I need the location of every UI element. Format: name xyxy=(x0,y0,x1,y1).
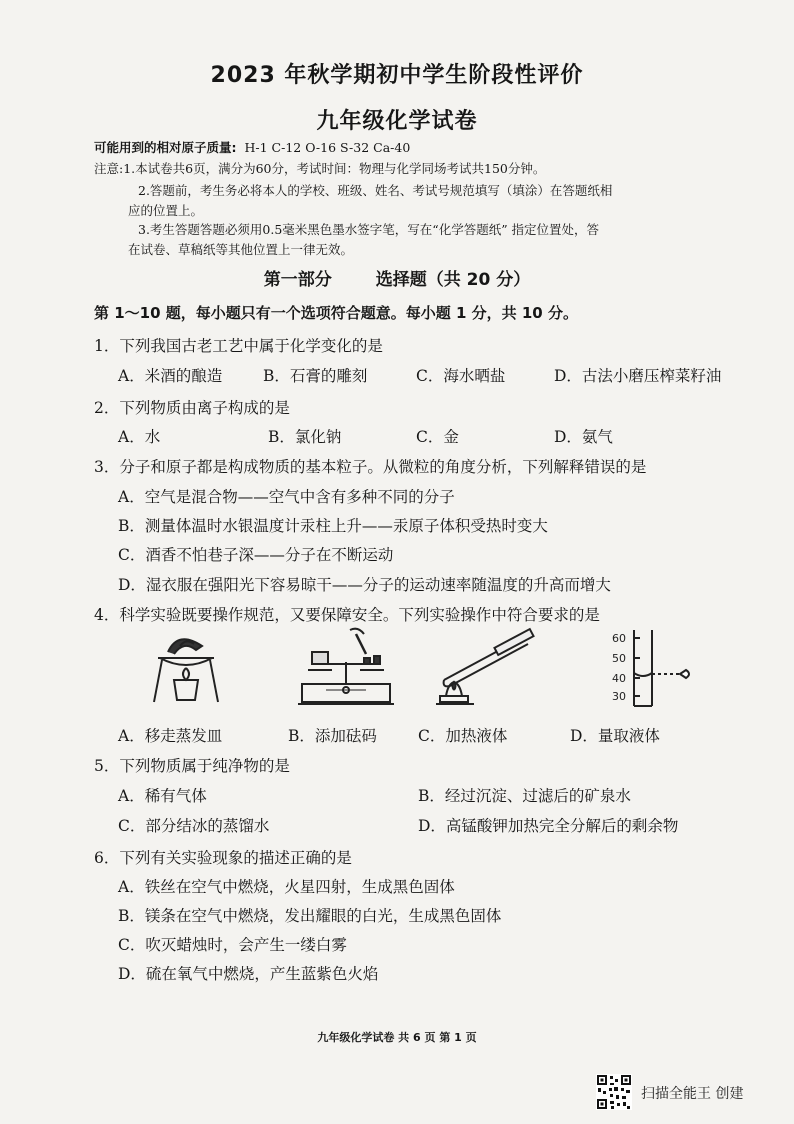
cylinder-tick-40: 40 xyxy=(612,672,626,685)
q1-option-d: D．古法小磨压榨菜籽油 xyxy=(554,367,722,385)
note-1: 1.本试卷共6页，满分为60分，考试时间：物理与化学同场考试共150分钟。 xyxy=(123,161,546,176)
cylinder-tick-50: 50 xyxy=(612,652,626,665)
q6-option-d: D．硫在氧气中燃烧，产生蓝紫色火焰 xyxy=(118,965,379,983)
figure-measure-liquid xyxy=(600,628,692,708)
q1-option-b: B．石膏的雕刻 xyxy=(263,367,368,385)
note-3a: 3.考生答题答题必须用0.5毫米黑色墨水签字笔，写在“化学答题纸” 指定位置处，答 xyxy=(138,222,600,237)
q3-option-d: D．湿衣服在强阳光下容易晾干——分子的运动速率随温度的升高而增大 xyxy=(118,576,611,594)
note-3b: 在试卷、草稿纸等其他位置上一律无效。 xyxy=(128,242,354,257)
q3-option-b: B．测量体温时水银温度计汞柱上升——汞原子体积受热时变大 xyxy=(118,517,548,535)
part1-subtitle: 选择题（共 20 分） xyxy=(375,270,531,290)
q5-option-d: D．高锰酸钾加热完全分解后的剩余物 xyxy=(418,817,679,835)
q1-option-c: C．海水晒盐 xyxy=(416,367,506,385)
q5-option-c: C．部分结冰的蒸馏水 xyxy=(118,817,270,835)
qr-code-icon xyxy=(596,1074,632,1110)
note-label: 注意: xyxy=(94,161,124,176)
q5-option-b: B．经过沉淀、过滤后的矿泉水 xyxy=(418,787,631,805)
q1-stem: 1．下列我国古老工艺中属于化学变化的是 xyxy=(94,337,383,355)
q4-option-a: A．移走蒸发皿 xyxy=(118,727,223,745)
note-2a: 2.答题前，考生务必将本人的学校、班级、姓名、考试号规范填写（填涂）在答题纸相 xyxy=(138,183,613,198)
cylinder-tick-60: 60 xyxy=(612,632,626,645)
figure-heat-liquid xyxy=(430,624,540,708)
q4-option-b: B．添加砝码 xyxy=(288,727,377,745)
note-2b: 应的位置上。 xyxy=(128,203,204,218)
figure-add-weights xyxy=(296,624,396,710)
q4-stem: 4．科学实验既要操作规范，又要保障安全。下列实验操作中符合要求的是 xyxy=(94,606,600,624)
atomic-mass-label: 可能用到的相对原子质量: xyxy=(94,140,237,155)
q6-option-a: A．铁丝在空气中燃烧，火星四射，生成黑色固体 xyxy=(118,878,455,896)
q4-option-c: C．加热液体 xyxy=(418,727,508,745)
figure-remove-evaporating-dish xyxy=(150,628,222,708)
exam-title: 2023 年秋学期初中学生阶段性评价 xyxy=(210,63,584,88)
scanner-watermark: 扫描全能王 创建 xyxy=(641,1086,744,1102)
part1-title: 第一部分 xyxy=(263,270,332,290)
note-line-1 xyxy=(94,159,545,177)
part1-heading xyxy=(0,265,794,290)
q3-option-c: C．酒香不怕巷子深——分子在不断运动 xyxy=(118,546,394,564)
q6-stem: 6．下列有关实验现象的描述正确的是 xyxy=(94,849,352,867)
q6-option-c: C．吹灭蜡烛时，会产生一缕白雾 xyxy=(118,936,347,954)
q1-option-a: A．米酒的酿造 xyxy=(118,367,223,385)
q2-option-b: B．氯化钠 xyxy=(268,428,342,446)
q3-stem: 3．分子和原子都是构成物质的基本粒子。从微粒的角度分析，下列解释错误的是 xyxy=(94,458,647,476)
q2-option-a: A．水 xyxy=(118,428,161,446)
q4-option-d: D．量取液体 xyxy=(570,727,660,745)
q3-option-a: A．空气是混合物——空气中含有多种不同的分子 xyxy=(118,488,455,506)
q6-option-b: B．镁条在空气中燃烧，发出耀眼的白光，生成黑色固体 xyxy=(118,907,502,925)
page-footer: 九年级化学试卷 共 6 页 第 1 页 xyxy=(317,1031,477,1044)
part1-instruction: 第 1～10 题，每小题只有一个选项符合题意。每小题 1 分，共 10 分。 xyxy=(94,304,578,322)
q2-option-d: D．氨气 xyxy=(554,428,613,446)
q5-option-a: A．稀有气体 xyxy=(118,787,207,805)
q2-option-c: C．金 xyxy=(416,428,459,446)
q5-stem: 5．下列物质属于纯净物的是 xyxy=(94,757,290,775)
atomic-mass-values: H-1 C-12 O-16 S-32 Ca-40 xyxy=(244,140,411,155)
atomic-mass-line xyxy=(94,138,410,156)
cylinder-tick-30: 30 xyxy=(612,690,626,703)
exam-subtitle: 九年级化学试卷 xyxy=(316,109,478,134)
q2-stem: 2．下列物质由离子构成的是 xyxy=(94,399,290,417)
